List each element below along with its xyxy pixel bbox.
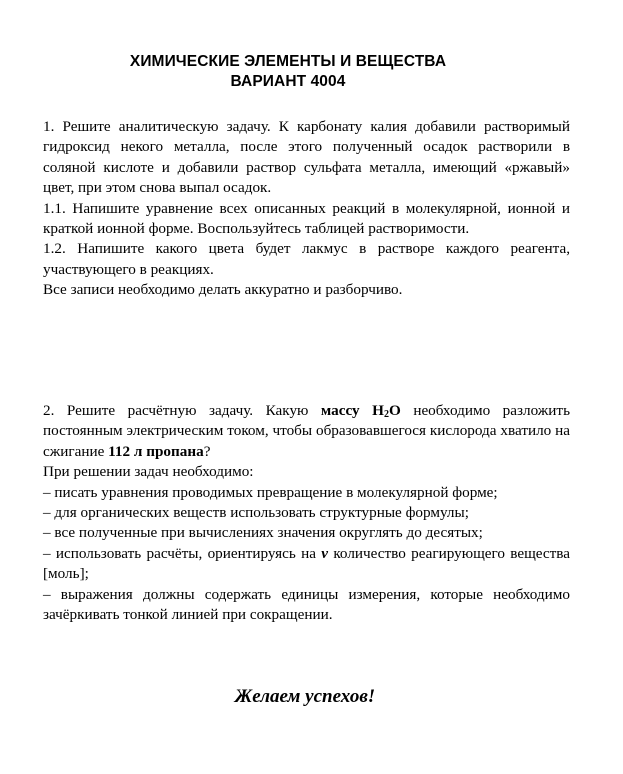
task-1 xyxy=(43,117,570,301)
rules-intro: При решении задач необходимо: xyxy=(43,463,254,481)
task-1-note: Все записи необходимо делать аккуратно и разборчиво. xyxy=(43,281,403,299)
task-2-amount: 112 л пропана xyxy=(108,442,204,460)
task-2-mass-label xyxy=(321,402,401,419)
task-2-text-a: 2. Решите расчётную задачу. Какую xyxy=(43,402,321,419)
title-line-1: ХИМИЧЕСКИЕ ЭЛЕМЕНТЫ И ВЕЩЕСТВА xyxy=(129,53,447,70)
rule-item: – выражения должны содержать единицы измерения, которые необходимо зачёркивать тонкой линией при сокращении. xyxy=(43,585,570,624)
task-2-question xyxy=(43,401,570,462)
rule-4-text-a: – использовать расчёты, ориентируясь на xyxy=(43,544,322,562)
title-line-2: ВАРИАНТ 4004 xyxy=(230,73,346,90)
task-2-mass-text: массу H xyxy=(320,402,384,419)
rule-4-text-b: количество реагирующего вещества [моль]; xyxy=(43,544,570,583)
nu-symbol: ν xyxy=(321,544,329,562)
task-2-text-c: ? xyxy=(203,442,211,460)
page-title xyxy=(0,52,576,92)
task-1-subtask-2: 1.2. Напишите какого цвета будет лакмус в растворе каждого реагента, участвующего в реакциях. xyxy=(43,240,570,278)
task-2-text-b: необходимо разложить постоянным электрическим током, чтобы образовавшегося кислорода хватило на сжигание xyxy=(43,402,570,460)
task-2 xyxy=(43,401,570,625)
task-1-intro: 1. Решите аналитическую задачу. К карбонату калия добавили растворимый гидроксид некого металла, после этого полученный осадок растворили в соляной кислоте и добавили раствор сульфата металла, имеющий «ржавый» цвет, при этом снова выпал осадок. xyxy=(43,118,570,197)
task-2-oxygen: O xyxy=(388,402,401,419)
task-1-subtask-1: 1.1. Напишите уравнение всех описанных реакций в молекулярной, ионной и краткой ионной форме. Воспользуйтесь таблицей растворимости. xyxy=(43,199,570,238)
rule-item: – все полученные при вычислениях значения округлять до десятых; xyxy=(43,524,483,542)
closing-wish: Желаем успехов! xyxy=(234,686,376,707)
rule-item: – писать уравнения проводимых превращение в молекулярной форме; xyxy=(43,483,498,501)
task-2-subscript: 2 xyxy=(383,409,389,420)
rule-item: – для органических веществ использовать структурные формулы; xyxy=(43,504,469,522)
rule-item xyxy=(43,544,570,585)
